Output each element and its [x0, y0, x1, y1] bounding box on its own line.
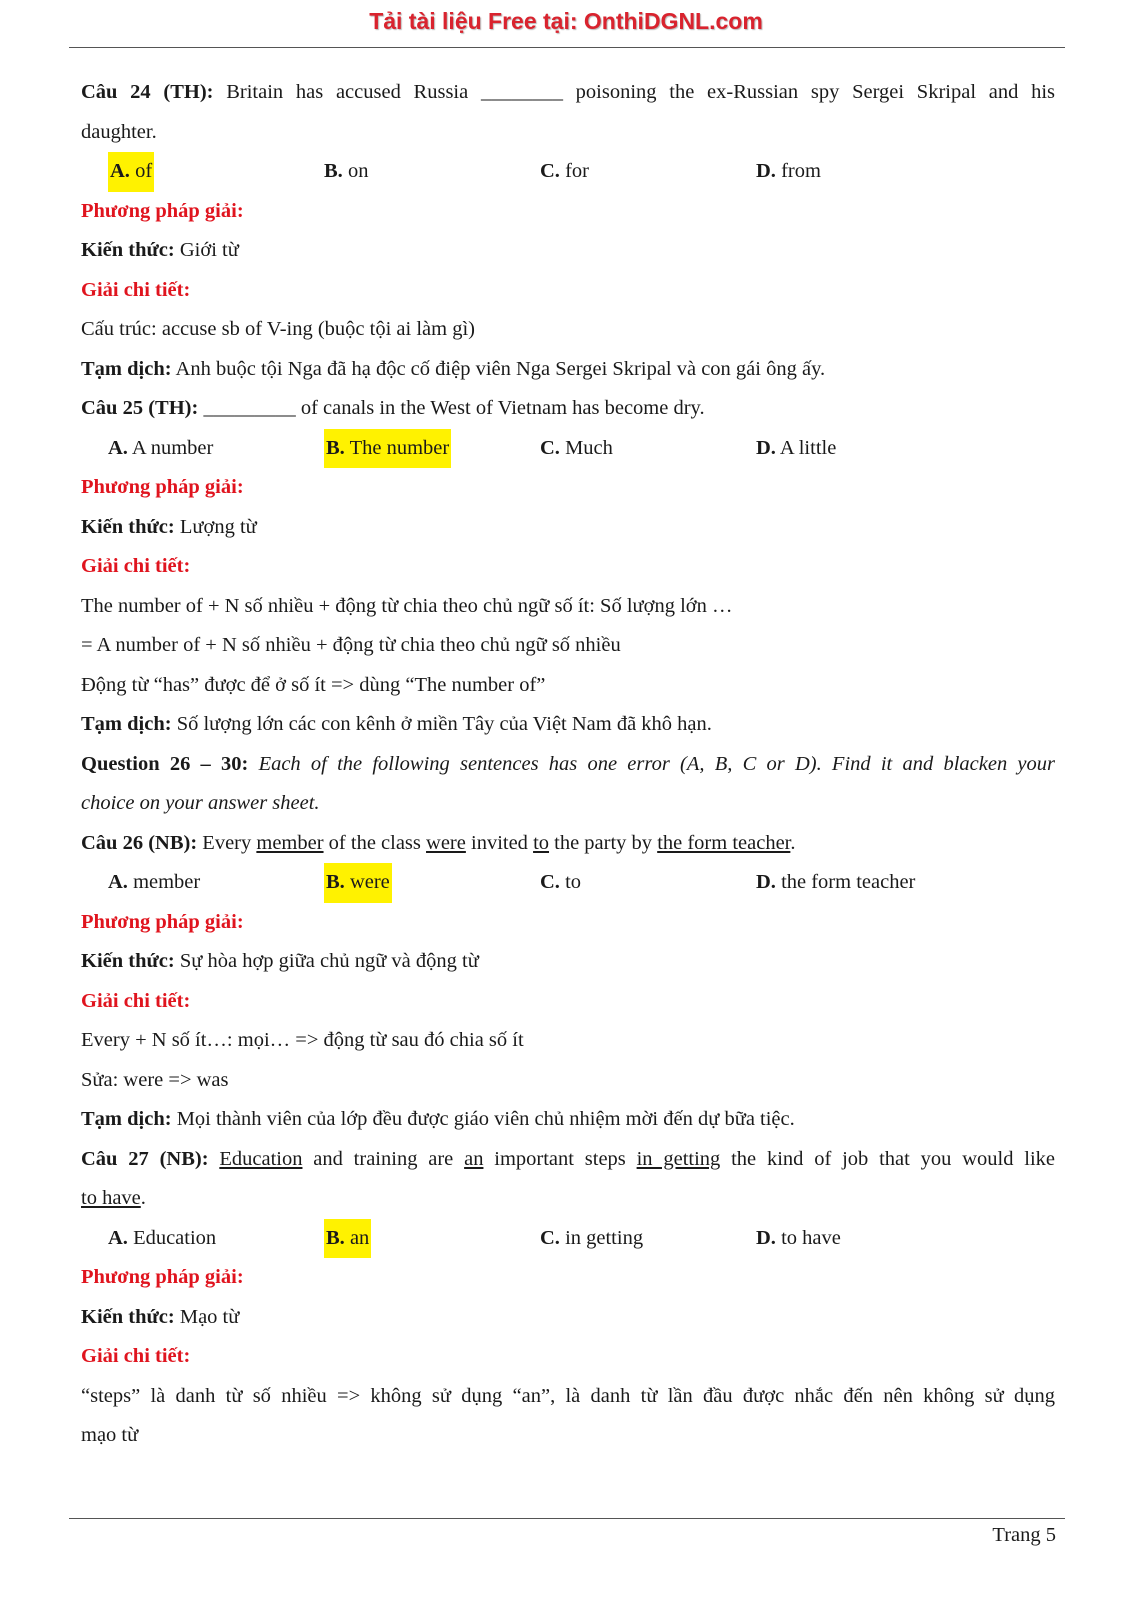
- q24-option-b: B. on: [324, 160, 369, 182]
- section-instruction-line2: choice on your answer sheet.: [81, 792, 320, 814]
- q27-detail-heading: Giải chi tiết:: [81, 1345, 191, 1367]
- q26-method-heading: Phương pháp giải:: [81, 910, 244, 933]
- q26-knowledge: Kiến thức: Sự hòa hợp giữa chủ ngữ và động từ: [81, 950, 479, 972]
- q24-stem-line2: daughter.: [81, 120, 157, 143]
- header-rule: [69, 47, 1065, 48]
- q26-translation: Tạm dịch: Mọi thành viên của lớp đều được giáo viên chủ nhiệm mời đến dự bữa tiệc.: [81, 1108, 795, 1130]
- q26-detail-1: Every + N số ít…: mọi… => động từ sau đó chia số ít: [81, 1029, 524, 1051]
- footer-rule: [69, 1518, 1065, 1519]
- q25-option-d: D. A little: [756, 436, 837, 459]
- q26-detail-2: Sửa: were => was: [81, 1068, 229, 1091]
- q27-method-heading: Phương pháp giải:: [81, 1266, 244, 1288]
- q26-option-d: D. the form teacher: [756, 871, 916, 893]
- q26-option-a: A. member: [108, 871, 201, 893]
- q24-detail-heading: Giải chi tiết:: [81, 278, 191, 301]
- q25-detail-3: Động từ “has” được để ở số ít => dùng “The number of”: [81, 673, 546, 696]
- q25-translation: Tạm dịch: Số lượng lớn các con kênh ở miền Tây của Việt Nam đã khô hạn.: [81, 713, 712, 735]
- q27-stem-line2: to have.: [81, 1187, 146, 1209]
- q25-detail-heading: Giải chi tiết:: [81, 555, 191, 577]
- q25-method-heading: Phương pháp giải:: [81, 476, 244, 498]
- q27-detail-1: “steps” là danh từ số nhiều => không sử dụng “an”, là danh từ lần đầu được nhắc đến nên không sử dụng: [81, 1384, 1055, 1407]
- q26-detail-heading: Giải chi tiết:: [81, 989, 191, 1012]
- q26-option-b-correct: B. were: [324, 863, 392, 903]
- page-number: Trang 5: [992, 1524, 1056, 1546]
- q25-option-c: C. Much: [540, 436, 613, 459]
- site-header[interactable]: Tải tài liệu Free tại: OnthiDGNL.com: [369, 8, 763, 34]
- q24-knowledge: Kiến thức: Giới từ: [81, 239, 239, 261]
- q25-option-b-correct: B. The number: [324, 429, 451, 469]
- q26-options: [81, 863, 1055, 903]
- q24-option-d: D. from: [756, 160, 821, 182]
- q27-option-a: A. Education: [108, 1226, 217, 1249]
- q24-options: [81, 152, 1055, 192]
- q24-detail-1: Cấu trúc: accuse sb of V-ing (buộc tội ai làm gì): [81, 318, 475, 340]
- q25-detail-2: = A number of + N số nhiều + động từ chia theo chủ ngữ số nhiều: [81, 634, 621, 656]
- q24-option-c: C. for: [540, 160, 589, 182]
- q24-method-heading: Phương pháp giải:: [81, 199, 244, 222]
- q27-options: [81, 1219, 1055, 1259]
- q24-translation: Tạm dịch: Anh buộc tội Nga đã hạ độc cố điệp viên Nga Sergei Skripal và con gái ông ấy.: [81, 357, 826, 380]
- q25-detail-1: The number of + N số nhiều + động từ chia theo chủ ngữ số ít: Số lượng lớn …: [81, 594, 733, 617]
- document-body: [81, 73, 1055, 1456]
- q26-option-c: C. to: [540, 871, 582, 893]
- q27-option-b-correct: B. an: [324, 1219, 371, 1259]
- q27-option-c: C. in getting: [540, 1226, 644, 1249]
- q24-option-a-correct: A. of: [108, 152, 154, 192]
- section-instruction-line1: Question 26 – 30: Each of the following sentences has one error (A, B, C or D). Find it and blacken your: [81, 752, 1055, 775]
- q25-stem: Câu 25 (TH): _________ of canals in the West of Vietnam has become dry.: [81, 397, 705, 419]
- q27-detail-2: mạo từ: [81, 1424, 139, 1446]
- q25-option-a: A. A number: [108, 436, 214, 459]
- q25-knowledge: Kiến thức: Lượng từ: [81, 515, 257, 538]
- q27-option-d: D. to have: [756, 1226, 841, 1249]
- q25-options: [81, 429, 1055, 469]
- q27-knowledge: Kiến thức: Mạo từ: [81, 1305, 240, 1328]
- q27-stem-line1: Câu 27 (NB): Education and training are an important steps in getting the kind of job that you would like: [81, 1147, 1055, 1170]
- q24-stem-line1: Câu 24 (TH): Britain has accused Russia ________ poisoning the ex-Russian spy Sergei Skripal and his: [81, 81, 1055, 103]
- q26-stem: Câu 26 (NB): Every member of the class were invited to the party by the form teacher.: [81, 831, 796, 854]
